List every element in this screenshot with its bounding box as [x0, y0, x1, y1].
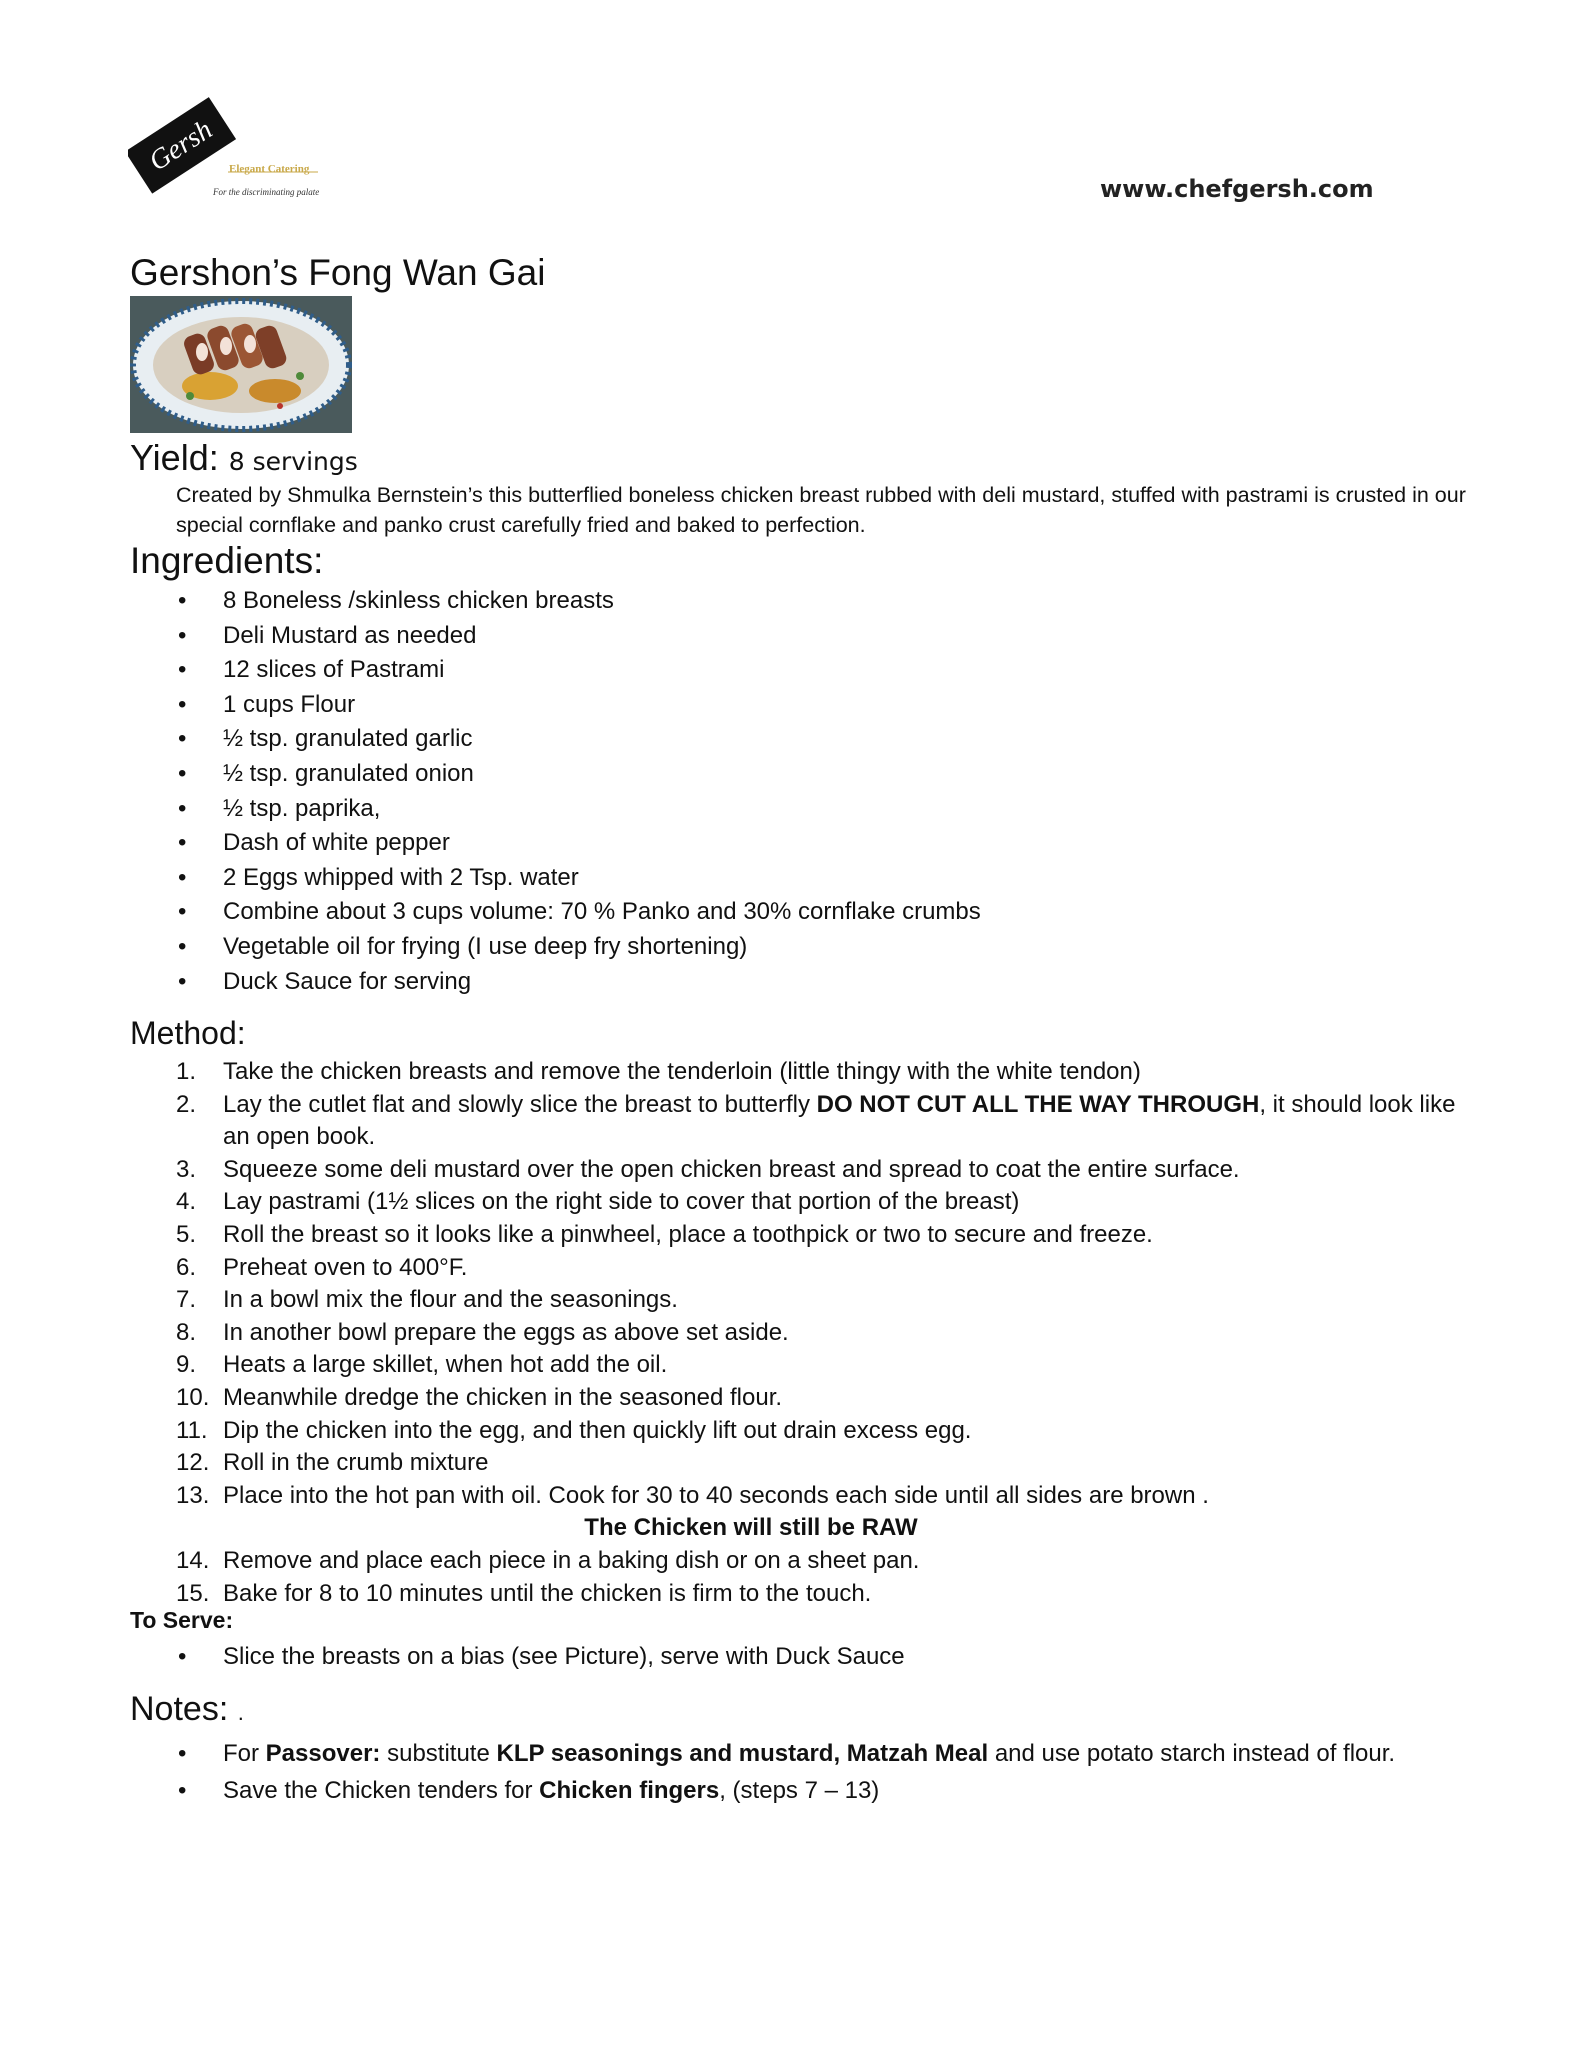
- bullet-icon: •: [178, 587, 187, 614]
- recipe-intro: Created by Shmulka Bernstein’s this butterflied boneless chicken breast rubbed with deli mustard, stuffed with pastrami is crusted in our special cornflake and panko crust carefully fried and baked to perfection.: [176, 483, 1466, 537]
- method-step: [176, 1252, 1466, 1285]
- step-number: 6.: [176, 1253, 197, 1281]
- step-number: 5.: [176, 1220, 197, 1248]
- ingredients-heading: Ingredients:: [130, 540, 324, 581]
- bullet-icon: •: [178, 1740, 187, 1767]
- ingredient-text: ½ tsp. paprika,: [223, 794, 381, 822]
- yield: [130, 437, 358, 479]
- ingredient-text: Vegetable oil for frying (I use deep fry shortening): [223, 932, 748, 960]
- note-text: and use potato starch instead of flour.: [988, 1740, 1396, 1767]
- note-text: substitute: [380, 1740, 497, 1767]
- list-item: [178, 965, 981, 1000]
- note-text: , (steps 7 – 13): [719, 1777, 880, 1804]
- notes-heading-suffix: .: [237, 1700, 244, 1725]
- step-text: Bake for 8 to 10 minutes until the chicken is firm to the touch.: [223, 1579, 872, 1607]
- step-text: Take the chicken breasts and remove the tenderloin (little thingy with the white tendon): [223, 1058, 1141, 1085]
- list-item: [178, 1640, 905, 1674]
- step-number: 1.: [176, 1058, 197, 1085]
- step-number: 13.: [176, 1481, 210, 1509]
- bullet-icon: •: [178, 967, 187, 995]
- note-emphasis: KLP seasonings and mustard, Matzah Meal: [496, 1740, 989, 1767]
- method-step: [176, 1447, 1466, 1480]
- list-item: [178, 861, 981, 896]
- step-text: Place into the hot pan with oil. Cook for 30 to 40 seconds each side until all sides are brown .: [223, 1481, 1209, 1509]
- note-text: For: [223, 1740, 266, 1767]
- yield-value: 8 servings: [228, 447, 358, 476]
- bullet-icon: •: [178, 898, 187, 926]
- bullet-icon: •: [178, 1643, 187, 1670]
- method-step: [176, 1089, 1466, 1154]
- method-step: [176, 1415, 1466, 1448]
- step-number: 7.: [176, 1286, 197, 1314]
- step-text: Lay pastrami (1½ slices on the right side to cover that portion of the breast): [223, 1188, 1020, 1216]
- bullet-icon: •: [178, 621, 187, 649]
- list-item: [178, 826, 981, 861]
- list-item: [178, 1735, 1478, 1772]
- step-text: Lay the cutlet flat and slowly slice the breast to butterfly: [223, 1090, 817, 1118]
- method-step: [176, 1154, 1466, 1187]
- logo-tagline: Elegant Catering: [229, 163, 310, 175]
- list-item: [178, 757, 981, 792]
- raw-warning: The Chicken will still be RAW: [584, 1514, 918, 1542]
- step-text: Heats a large skillet, when hot add the oil.: [223, 1351, 668, 1379]
- method-step: [176, 1545, 1466, 1578]
- yield-label: Yield:: [130, 437, 219, 478]
- notes-list: [178, 1735, 1478, 1809]
- list-item: [178, 619, 981, 654]
- logo-subline: For the discriminating palate: [213, 187, 320, 197]
- ingredient-text: 8 Boneless /skinless chicken breasts: [223, 587, 614, 614]
- ingredient-text: ½ tsp. granulated onion: [223, 759, 474, 787]
- list-item: [178, 930, 981, 965]
- bullet-icon: •: [178, 690, 187, 718]
- step-number: 10.: [176, 1383, 210, 1411]
- step-number: 9.: [176, 1351, 197, 1379]
- list-item: [178, 895, 981, 930]
- serve-text: Slice the breasts on a bias (see Picture), serve with Duck Sauce: [223, 1643, 905, 1670]
- step-number: 15.: [176, 1579, 210, 1607]
- step-number: 11.: [176, 1416, 208, 1444]
- step-text: Squeeze some deli mustard over the open chicken breast and spread to coat the entire surface.: [223, 1155, 1240, 1183]
- bullet-icon: •: [178, 725, 187, 753]
- method-step: [176, 1317, 1466, 1350]
- notes-heading-label: Notes:: [130, 1690, 229, 1728]
- step-number: 12.: [176, 1449, 210, 1477]
- step-number: 4.: [176, 1188, 197, 1216]
- method-step: [176, 1284, 1466, 1317]
- step-text: Meanwhile dredge the chicken in the seasoned flour.: [223, 1383, 783, 1411]
- step-number: 2.: [176, 1090, 197, 1118]
- bullet-icon: •: [178, 656, 187, 684]
- to-serve-heading: To Serve:: [130, 1607, 234, 1633]
- ingredient-text: Deli Mustard as needed: [223, 621, 477, 649]
- bullet-icon: •: [178, 932, 187, 960]
- step-number: 8.: [176, 1318, 197, 1346]
- dish-photo: [130, 296, 352, 433]
- step-text: Remove and place each piece in a baking dish or on a sheet pan.: [223, 1546, 920, 1574]
- method-step: [176, 1186, 1466, 1219]
- notes-heading: [130, 1690, 244, 1729]
- ingredient-text: Dash of white pepper: [223, 829, 450, 857]
- method-step: [176, 1349, 1466, 1382]
- ingredient-text: Duck Sauce for serving: [223, 967, 472, 995]
- bullet-icon: •: [178, 759, 187, 787]
- step-number: 3.: [176, 1155, 197, 1183]
- recipe-title: Gershon’s Fong Wan Gai: [130, 252, 546, 293]
- step-text: Preheat oven to 400°F.: [223, 1253, 468, 1281]
- note-emphasis: Passover:: [265, 1740, 381, 1767]
- method-heading: Method:: [130, 1015, 246, 1051]
- method-step: [176, 1382, 1466, 1415]
- ingredient-text: ½ tsp. granulated garlic: [223, 725, 473, 753]
- ingredients-list: [178, 584, 981, 999]
- note-text: Save the Chicken tenders for: [223, 1777, 540, 1804]
- logo-script: Gersh: [143, 114, 218, 178]
- step-text: Roll in the crumb mixture: [223, 1449, 489, 1477]
- ingredient-text: 12 slices of Pastrami: [223, 656, 445, 684]
- list-item: [178, 584, 981, 619]
- bullet-icon: •: [178, 829, 187, 857]
- bullet-icon: •: [178, 794, 187, 822]
- method-step: [176, 1056, 1466, 1089]
- step-text: In another bowl prepare the eggs as above set aside.: [223, 1318, 789, 1346]
- method-step: [176, 1480, 1466, 1513]
- step-text: Roll the breast so it looks like a pinwheel, place a toothpick or two to secure and freeze.: [223, 1220, 1153, 1248]
- method-step: [176, 1578, 1466, 1611]
- serve-list: [178, 1640, 905, 1674]
- step-emphasis: DO NOT CUT ALL THE WAY THROUGH: [816, 1090, 1260, 1118]
- website-url[interactable]: www.chefgersh.com: [1100, 175, 1374, 203]
- step-number: 14.: [176, 1546, 210, 1574]
- list-item: [178, 1772, 1478, 1809]
- step-text: Dip the chicken into the egg, and then quickly lift out drain excess egg.: [223, 1416, 972, 1444]
- bullet-icon: •: [178, 863, 187, 891]
- bullet-icon: •: [178, 1777, 187, 1804]
- step-text-cont: , it should look like an open book.: [223, 1090, 1456, 1151]
- ingredient-text: Combine about 3 cups volume: 70 % Panko and 30% cornflake crumbs: [223, 898, 981, 926]
- list-item: [178, 792, 981, 827]
- list-item: [178, 722, 981, 757]
- list-item: [178, 653, 981, 688]
- step-text: In a bowl mix the flour and the seasonings.: [223, 1286, 678, 1314]
- ingredient-text: 1 cups Flour: [223, 690, 356, 718]
- method-step: [176, 1219, 1466, 1252]
- chef-gersh-logo: [128, 92, 328, 212]
- list-item: [178, 688, 981, 723]
- note-emphasis: Chicken fingers: [539, 1777, 720, 1804]
- ingredient-text: 2 Eggs whipped with 2 Tsp. water: [223, 863, 579, 891]
- method-steps: [176, 1056, 1466, 1610]
